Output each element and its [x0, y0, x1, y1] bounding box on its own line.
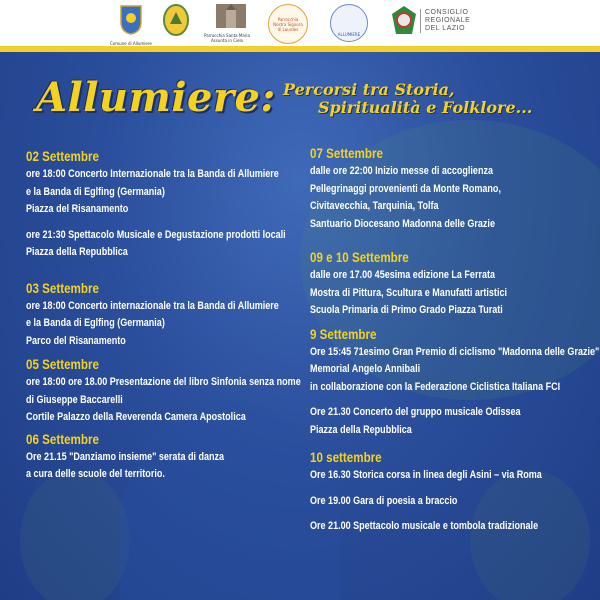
event-line: e la Banda di Eglfing (Germania): [26, 317, 165, 329]
event-block: [310, 145, 600, 233]
event-line: dalle ore 22:00 Inizio messe di accoglienza: [310, 165, 493, 177]
association-seal-icon: ALLUMIERE: [330, 4, 368, 42]
comune-allumiere-crest-icon: Comune di Allumiere: [110, 4, 152, 46]
event-line: Parco del Risanamento: [26, 334, 126, 347]
event-line: a cura delle scuole del territorio.: [26, 468, 165, 480]
event-date: 02 Settembre: [26, 149, 99, 164]
event-line: Pellegrinaggi provenienti da Monte Romano,: [310, 182, 501, 195]
event-line: e la Banda di Eglfing (Germania): [26, 185, 165, 198]
event-line: Ore 15:45 71esimo Gran Premio di ciclismo "Madonna delle Grazie": [310, 345, 600, 358]
poster-subtitle-line1: Percorsi tra Storia,: [283, 80, 455, 99]
event-line: Civitavecchia, Tarquinia, Tolfa: [310, 200, 439, 212]
event-line: ore 18:00 Concerto Internazionale tra la Banda di Allumiere: [26, 168, 279, 180]
right-program-column: [310, 145, 600, 536]
event-line: Piazza della Repubblica: [310, 423, 412, 436]
event-date: 9 Settembre: [310, 326, 377, 342]
event-line: Ore 19.00 Gara di poesia a braccio: [310, 494, 458, 507]
event-line: ore 21:30 Spettacolo Musicale e Degustazione prodotti locali: [26, 228, 286, 241]
event-line: Ore 21.30 Concerto del gruppo musicale Odissea: [310, 406, 521, 418]
event-line: Santuario Diocesano Madonna delle Grazie: [310, 217, 495, 230]
event-date: 06 Settembre: [26, 431, 99, 447]
left-program-column: [26, 148, 316, 484]
event-date: 07 Settembre: [310, 146, 383, 161]
emblem-icon: [162, 4, 190, 43]
poster-title: Allumiere:: [36, 74, 276, 121]
event-line: Ore 21.00 Spettacolo musicale e tombola tradizionale: [310, 520, 539, 532]
event-block: [310, 249, 600, 320]
background-laurel-left: [20, 470, 130, 600]
event-block: [310, 326, 600, 440]
event-line: in collaborazione con la Federazione Ciclistica Italiana FCI: [310, 380, 561, 393]
church-photo-icon: Parrocchia Santa Maria Assunta in Cielo: [212, 4, 250, 43]
event-block: [26, 356, 316, 427]
event-date: 05 Settembre: [26, 357, 99, 372]
event-line: di Giuseppe Baccarelli: [26, 393, 123, 406]
event-date: 10 settembre: [310, 450, 382, 465]
event-line: Cortile Palazzo della Reverenda Camera Apostolica: [26, 411, 246, 423]
event-line: Mostra di Pittura, Scultura e Manufatti artistici: [310, 286, 507, 299]
event-block: [26, 431, 316, 484]
event-line: Piazza del Risanamento: [26, 203, 129, 215]
consiglio-regionale-label: CONSIGLIO REGIONALE DEL LAZIO: [420, 9, 470, 33]
event-line: Piazza della Repubblica: [26, 246, 128, 258]
poster-subtitle-line2: Spiritualità e Folklore...: [318, 98, 533, 117]
event-date: 03 Settembre: [26, 280, 99, 296]
event-line: ore 18:00 Concerto internazionale tra la Banda di Allumiere: [26, 299, 279, 312]
yellow-stripe: [0, 46, 600, 52]
event-line: ore 18:00 ore 18.00 Presentazione del libro Sinfonia senza nome: [26, 376, 301, 388]
event-line: Ore 16.30 Storica corsa in linea degli Asini – via Roma: [310, 469, 542, 481]
parrocchia-seal-icon: Parrocchia Nostra Signora di Lourdes: [268, 4, 308, 44]
event-block: [26, 280, 316, 351]
event-line: Scuola Primaria di Primo Grado Piazza Turati: [310, 304, 503, 316]
event-block: [310, 449, 600, 536]
regione-lazio-icon: [390, 4, 418, 43]
event-date: 09 e 10 Settembre: [310, 250, 409, 265]
logo-bar: [0, 0, 600, 52]
event-line: Ore 21.15 "Danziamo insieme" serata di danza: [26, 450, 225, 463]
event-block: [26, 148, 316, 262]
event-line: dalle ore 17.00 45esima edizione La Ferrata: [310, 269, 496, 281]
event-line: Memorial Angelo Annibali: [310, 363, 421, 375]
